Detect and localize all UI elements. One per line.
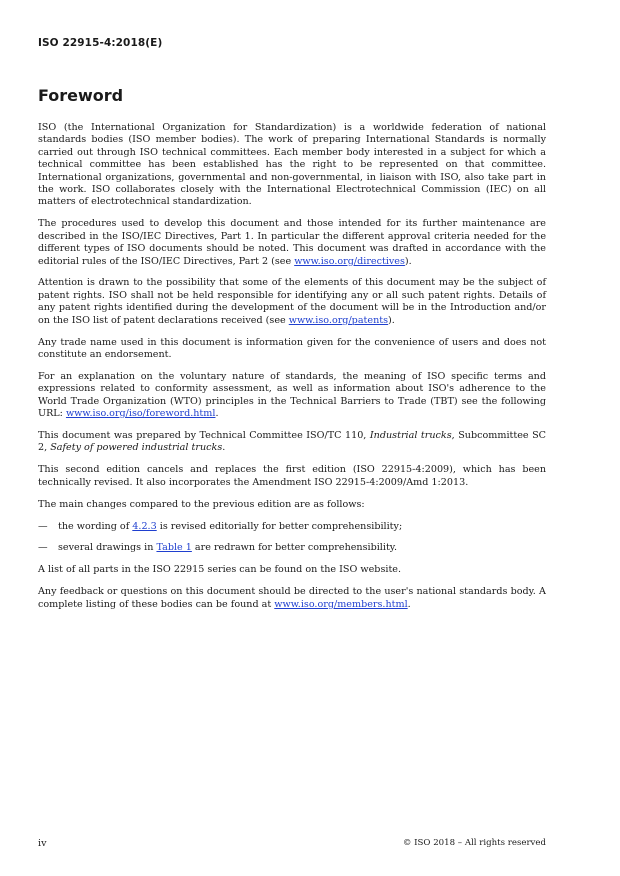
paragraph-text: The procedures used to develop this document and those intended for its further maintenance are described in the ISO/IEC Directives, Part 1. In particular the different approval criteria needed for the different types of ISO documents should be noted. This document was drafted in accordance with the editorial rules of the ISO/IEC Directives, Part 2 (see (38, 218, 546, 267)
committee-name: Industrial trucks (369, 430, 452, 442)
dash-bullet: — (38, 520, 48, 532)
list-text: the wording of (58, 520, 133, 532)
paragraph-iso-intro: ISO (the International Organization for Standardization) is a worldwide federation of national standards bodies (ISO member bodies). The work of preparing International Standards is normally carried out through ISO technical committees. Each member body interested in a subject for which a technical committee has been established has the right to be represented on that committee. International organizations, governmental and non-governmental, in liaison with ISO, also take part in the work. ISO collaborates closely with the International Electrotechnical Commission (IEC) on all matters of electrotechnical standardization. (38, 122, 546, 208)
list-item (38, 521, 546, 533)
list-text: several drawings in (58, 542, 157, 554)
list-text: is revised editorially for better comprehensibility; (156, 520, 403, 532)
list-item-text (58, 521, 402, 533)
paragraph-trade-name: Any trade name used in this document is information given for the convenience of users and does not constitute an endorsement. (38, 336, 546, 360)
paragraph-changes-intro: The main changes compared to the previous edition are as follows: (38, 498, 365, 510)
members-link[interactable]: www.iso.org/members.html (274, 598, 408, 610)
paragraph-voluntary (38, 371, 546, 421)
paragraph-end: . (215, 408, 219, 420)
patents-link[interactable]: www.iso.org/patents (288, 314, 389, 326)
copyright-notice: © ISO 2018 – All rights reserved (402, 838, 546, 848)
page-number: iv (38, 838, 47, 849)
paragraph-text: For an explanation on the voluntary nature of standards, the meaning of ISO specific terms and expressions related to conformity assessment, as well as information about ISO's adherence to the World Trade Organization (WTO) principles in the Technical Barriers to Trade (TBT) see the following URL: (38, 370, 546, 420)
paragraph-patents (38, 277, 546, 327)
subcommittee-name: Safety of powered industrial trucks (50, 442, 223, 454)
foreword-body (38, 122, 546, 621)
paragraph-committee (38, 430, 546, 455)
list-text: are redrawn for better comprehensibility. (191, 542, 397, 554)
paragraph-end: . (407, 598, 411, 610)
paragraph-text: This document was prepared by Technical Committee ISO/TC 110, (38, 430, 370, 442)
paragraph-text: , Subcommittee SC 2, (38, 430, 547, 454)
paragraph-end: . (222, 442, 226, 454)
page-title: Foreword (38, 86, 124, 105)
dash-bullet: — (38, 542, 48, 554)
paragraph-text: Any feedback or questions on this document should be directed to the user's national standards body. A complete listing of these bodies can be found at (38, 586, 546, 610)
paragraph-end: ). (404, 255, 412, 267)
paragraph-series: A list of all parts in the ISO 22915 series can be found on the ISO website. (38, 564, 402, 576)
paragraph-feedback (38, 586, 546, 611)
document-code: ISO 22915-4:2018(E) (38, 37, 163, 49)
directives-link[interactable]: www.iso.org/directives (294, 255, 405, 267)
list-item (38, 542, 546, 554)
paragraph-text: Attention is drawn to the possibility that some of the elements of this document may be the subject of patent rights. ISO shall not be held responsible for identifying any or all such patent rights. Details of any patent rights identified during the development of the document will be in the Introduction and/or on the ISO list of patent declarations received (see (38, 277, 546, 326)
table-1-link[interactable]: Table 1 (156, 542, 192, 554)
list-item-text (58, 542, 397, 554)
paragraph-edition: This second edition cancels and replaces the first edition (ISO 22915-4:2009), which has been technically revised. It also incorporates the Amendment ISO 22915-4:2009/Amd 1:2013. (38, 464, 546, 488)
foreword-link[interactable]: www.iso.org/iso/foreword.html (65, 408, 216, 420)
paragraph-procedures (38, 218, 546, 268)
clause-4-2-3-link[interactable]: 4.2.3 (132, 520, 157, 532)
paragraph-end: ). (388, 314, 395, 326)
